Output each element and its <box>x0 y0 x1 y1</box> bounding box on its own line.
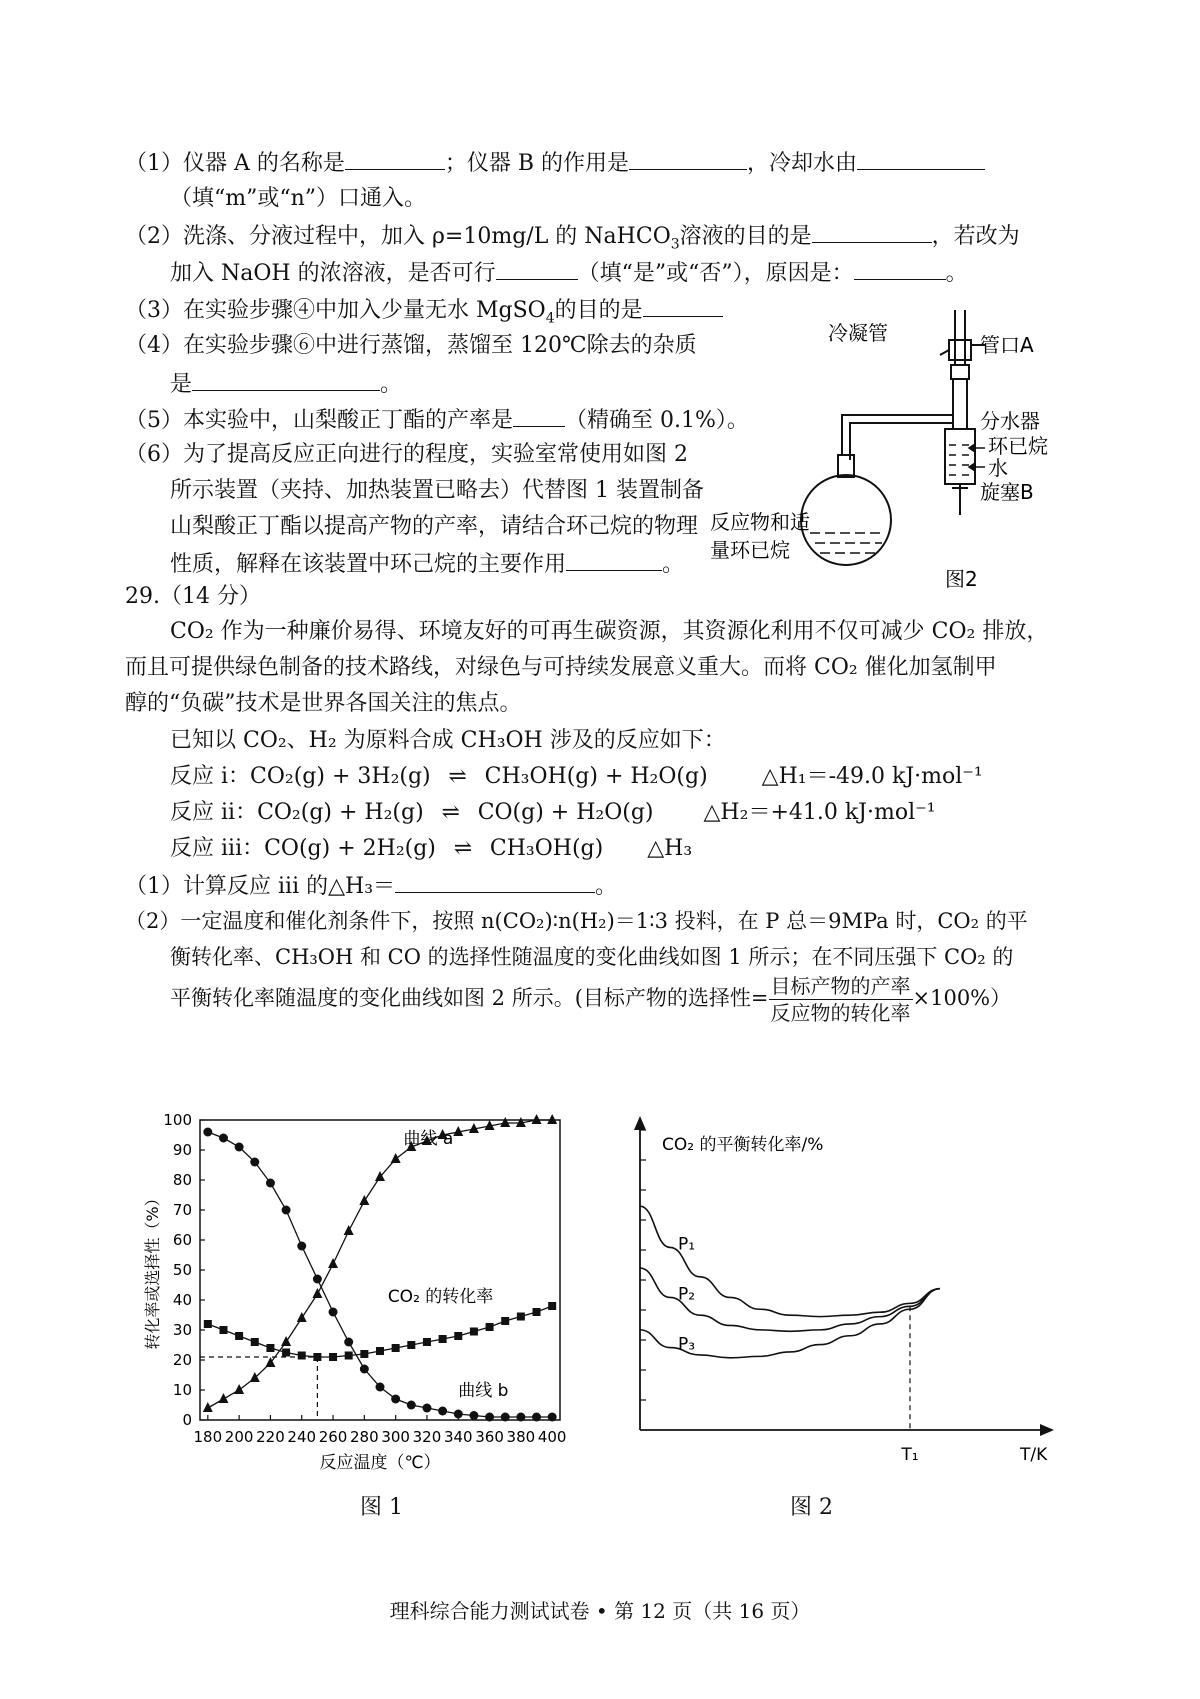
data-point-circle <box>469 1411 478 1420</box>
y-axis-label: 转化率或选择性（%） <box>143 1190 162 1350</box>
data-point-square <box>329 1353 337 1361</box>
answer-blank[interactable] <box>857 147 985 170</box>
page-footer: 理科综合能力测试试卷 • 第 12 页（共 16 页） <box>389 1599 811 1623</box>
q3-text-a: （3）在实验步骤④中加入少量无水 MgSO <box>125 298 546 323</box>
data-point-triangle <box>391 1153 401 1163</box>
data-point-circle <box>250 1158 259 1167</box>
q1-text-c: ，冷却水由 <box>747 151 858 176</box>
data-point-circle <box>376 1383 385 1392</box>
data-point-circle <box>266 1179 275 1188</box>
rxn2-dh: △H₂＝+41.0 kJ·mol⁻¹ <box>703 800 936 825</box>
chart-annotation: 曲线 b <box>458 1381 509 1401</box>
data-point-circle <box>329 1308 338 1317</box>
data-point-square <box>360 1350 368 1358</box>
rxn3-dh: △H₃ <box>647 836 693 861</box>
q4-line2 <box>170 368 402 400</box>
equilibrium-arrow-icon: ⇌ <box>448 764 467 789</box>
answer-blank[interactable] <box>566 548 662 571</box>
cyclohexane-label: 环已烷 <box>988 434 1048 458</box>
chart-figure-2 <box>620 1100 1090 1480</box>
data-point-triangle <box>312 1288 322 1298</box>
apparatus-fig-label: 图2 <box>945 567 978 591</box>
x-tick-label: 320 <box>412 1428 442 1446</box>
rxn3-left: 反应 iii：CO(g) + 2H₂(g) <box>170 836 436 861</box>
data-point-circle <box>532 1413 541 1422</box>
data-point-circle <box>501 1413 510 1422</box>
data-point-triangle <box>500 1117 510 1127</box>
q1-text-a: （1）仪器 A 的名称是 <box>125 151 345 176</box>
data-point-circle <box>407 1401 416 1410</box>
q2-text-f: 。 <box>945 261 968 286</box>
q1-text-b: ；仪器 B 的作用是 <box>444 151 630 176</box>
q29-known: 已知以 CO₂、H₂ 为原料合成 CH₃OH 涉及的反应如下： <box>170 728 726 753</box>
q2-text-d: 加入 NaOH 的浓溶液，是否可行 <box>170 261 496 286</box>
fraction-numerator: 目标产物的产率 <box>770 974 911 998</box>
q3-sub: 4 <box>545 310 555 327</box>
data-point-square <box>251 1338 259 1346</box>
rxn2-left: 反应 ii：CO₂(g) + H₂(g) <box>170 800 424 825</box>
data-point-square <box>313 1353 321 1361</box>
y-tick-label: 40 <box>172 1291 192 1309</box>
x-tick-label: 220 <box>256 1428 285 1446</box>
series-label: P₃ <box>678 1334 696 1355</box>
data-point-square <box>423 1338 431 1346</box>
x-axis-arrow-icon <box>1040 1424 1054 1436</box>
apparatus-diagram <box>710 295 1090 635</box>
q29-p2-line1: （2）一定温度和催化剂条件下，按照 n(CO₂)∶n(H₂)＝1∶3 投料，在 P 总＝9MPa 时，CO₂ 的平 <box>125 909 1028 933</box>
data-point-square <box>298 1352 306 1360</box>
y-tick-label: 70 <box>172 1201 192 1219</box>
series-label: P₂ <box>678 1284 696 1305</box>
q2-sub: 3 <box>670 236 680 253</box>
separator-label: 分水器 <box>980 409 1040 433</box>
answer-blank[interactable] <box>643 294 723 317</box>
chart-annotation: 曲线 a <box>403 1129 454 1149</box>
data-point-square <box>392 1344 400 1352</box>
y-axis-arrow-icon <box>634 1116 646 1130</box>
chart-figure-1 <box>140 1100 610 1480</box>
series-label: P₁ <box>678 1234 696 1255</box>
data-point-square <box>407 1341 415 1349</box>
x-tick-label: 260 <box>318 1428 348 1446</box>
q2-line2 <box>170 257 968 289</box>
data-point-circle <box>360 1365 369 1374</box>
x-tick-label: 360 <box>475 1428 504 1446</box>
q3-line <box>125 294 723 333</box>
q2-text-e: （填“是”或“否”），原因是： <box>577 261 854 286</box>
q2-text-a: （2）洗涤、分液过程中，加入 ρ=10mg/L 的 NaHCO <box>125 224 671 249</box>
x-tick-label: 380 <box>506 1428 536 1446</box>
data-point-circle <box>391 1395 400 1404</box>
answer-blank[interactable] <box>812 220 932 243</box>
data-point-triangle <box>328 1258 338 1268</box>
q29-header: 29.（14 分） <box>125 584 261 609</box>
rxn2-right: CO(g) + H₂O(g) <box>477 800 654 825</box>
reaction-1 <box>170 762 983 792</box>
data-point-circle <box>203 1128 212 1137</box>
data-point-square <box>517 1313 525 1321</box>
y-tick-label: 100 <box>163 1111 192 1129</box>
answer-blank[interactable] <box>345 147 445 170</box>
q29-intro-2: 而且可提供绿色制备的技术路线，对绿色与可持续发展意义重大。而将 CO₂ 催化加氢制甲 <box>125 655 997 680</box>
q1-line2: （填“m”或“n”）口通入。 <box>170 186 427 211</box>
x-axis-label: 反应温度（℃） <box>319 1453 441 1473</box>
data-point-circle <box>344 1338 353 1347</box>
answer-blank[interactable] <box>496 257 578 280</box>
x-tick-label: 340 <box>443 1428 473 1446</box>
x-tick-label: 280 <box>350 1428 379 1446</box>
data-point-square <box>486 1323 494 1331</box>
p1-text-a: （1）计算反应 iii 的△H₃＝ <box>125 874 396 899</box>
data-point-triangle <box>344 1225 354 1235</box>
port-a-label: 管口A <box>980 333 1034 357</box>
q29-p2-line3 <box>170 968 1011 1028</box>
q2-line1 <box>125 220 1020 259</box>
data-point-triangle <box>532 1114 542 1124</box>
q6-line3: 山梨酸正丁酯以提高产物的产率，请结合环己烷的物理 <box>170 514 699 539</box>
condenser-label: 冷凝管 <box>828 321 888 345</box>
x-tick-label: 240 <box>287 1428 317 1446</box>
reaction-2 <box>170 798 936 828</box>
reactants-label-2: 量环已烷 <box>710 538 790 562</box>
reactants-label-1: 反应物和适 <box>710 510 810 534</box>
data-point-square <box>235 1332 243 1340</box>
answer-blank[interactable] <box>629 147 747 170</box>
data-point-square <box>501 1317 509 1325</box>
rxn1-dh: △H₁＝-49.0 kJ·mol⁻¹ <box>761 764 983 789</box>
answer-blank[interactable] <box>854 257 946 280</box>
data-point-square <box>548 1302 556 1310</box>
q29-intro-3: 醇的“负碳”技术是世界各国关注的焦点。 <box>125 691 522 716</box>
q6-line2: 所示装置（夹持、加热装置已略去）代替图 1 装置制备 <box>170 478 704 503</box>
data-point-circle <box>454 1410 463 1419</box>
x-axis-label: T/K <box>1020 1445 1048 1465</box>
answer-blank[interactable] <box>513 404 565 427</box>
q4-line1: （4）在实验步骤⑥中进行蒸馏，蒸馏至 120℃除去的杂质 <box>125 333 697 358</box>
data-point-circle <box>297 1242 306 1251</box>
data-point-circle <box>485 1413 494 1422</box>
y-axis-label: CO₂ 的平衡转化率/% <box>662 1135 824 1155</box>
q6-line4 <box>170 548 684 580</box>
data-point-square <box>470 1328 478 1336</box>
q3-text-b: 的目的是 <box>554 298 643 323</box>
data-point-triangle <box>234 1384 244 1394</box>
q4-text-a: 是 <box>170 372 193 397</box>
data-point-circle <box>313 1275 322 1284</box>
q6-text-a: 性质，解释在该装置中环己烷的主要作用 <box>170 552 567 577</box>
rxn3-right: CH₃OH(g) <box>489 836 604 861</box>
q29-p1 <box>125 870 617 902</box>
y-tick-label: 20 <box>172 1351 192 1369</box>
data-point-square <box>345 1352 353 1360</box>
equilibrium-arrow-icon: ⇌ <box>453 836 473 861</box>
q29-intro-1: CO₂ 作为一种廉价易得、环境友好的可再生碳资源，其资源化利用不仅可减少 CO₂ 排放， <box>170 619 1049 644</box>
q5-text-b: （精确至 0.1%）。 <box>565 408 749 433</box>
data-point-circle <box>438 1407 447 1416</box>
y-tick-label: 50 <box>172 1261 192 1279</box>
data-point-square <box>376 1347 384 1355</box>
answer-blank[interactable] <box>192 368 380 391</box>
q29-p2-line2: 衡转化率、CH₃OH 和 CO 的选择性随温度的变化曲线如图 1 所示；在不同压强下 CO₂ 的 <box>170 945 1014 969</box>
valve-label: 旋塞B <box>980 480 1034 504</box>
data-point-circle <box>548 1413 557 1422</box>
p1-text-b: 。 <box>595 874 618 899</box>
data-point-triangle <box>547 1114 557 1124</box>
data-point-triangle <box>250 1372 260 1382</box>
p2-line3-end: ×100%） <box>912 986 1012 1010</box>
rxn1-right: CH₃OH(g) + H₂O(g) <box>484 764 708 789</box>
data-point-triangle <box>203 1402 213 1412</box>
equilibrium-arrow-icon: ⇌ <box>441 800 460 825</box>
data-point-square <box>219 1326 227 1334</box>
y-tick-label: 30 <box>172 1321 192 1339</box>
water-label: 水 <box>988 456 1008 480</box>
data-point-square <box>439 1335 447 1343</box>
q2-text-b: 溶液的目的是 <box>679 224 812 249</box>
q5-line <box>125 404 749 436</box>
p2-line3-text: 平衡转化率随温度的变化曲线如图 2 所示。(目标产物的选择性= <box>170 986 769 1010</box>
data-point-square <box>204 1320 212 1328</box>
data-point-circle <box>516 1413 525 1422</box>
x-tick-label: 200 <box>224 1428 254 1446</box>
data-point-circle <box>282 1206 291 1215</box>
data-point-square <box>266 1344 274 1352</box>
chart-annotation: CO₂ 的转化率 <box>387 1287 494 1307</box>
x-tick-label: 400 <box>537 1428 567 1446</box>
y-tick-label: 80 <box>172 1171 192 1189</box>
y-tick-label: 10 <box>172 1381 192 1399</box>
data-point-circle <box>219 1134 228 1143</box>
series-line-0 <box>208 1120 552 1408</box>
rxn1-left: 反应 i：CO₂(g) + 3H₂(g) <box>170 764 431 789</box>
figure-1-caption: 图 1 <box>360 1495 403 1520</box>
y-tick-label: 90 <box>172 1141 192 1159</box>
data-point-circle <box>235 1143 244 1152</box>
data-point-circle <box>422 1404 431 1413</box>
q1-line1 <box>125 147 985 179</box>
reaction-3 <box>170 834 692 864</box>
y-tick-label: 0 <box>182 1411 192 1429</box>
data-point-square <box>282 1349 290 1357</box>
q6-text-b: 。 <box>662 552 685 577</box>
q2-text-c: ，若改为 <box>931 224 1020 249</box>
selectivity-fraction <box>769 973 913 1026</box>
answer-blank[interactable] <box>395 870 595 893</box>
data-point-triangle <box>218 1393 228 1403</box>
q5-text-a: （5）本实验中，山梨酸正丁酯的产率是 <box>125 408 513 433</box>
x-tick-label: 180 <box>193 1428 223 1446</box>
figure-2-caption: 图 2 <box>790 1495 833 1520</box>
q6-line1: （6）为了提高反应正向进行的程度，实验室常使用如图 2 <box>125 442 688 467</box>
q4-text-b: 。 <box>380 372 403 397</box>
x-tick-label: T₁ <box>901 1445 919 1465</box>
y-tick-label: 60 <box>172 1231 192 1249</box>
data-point-square <box>454 1332 462 1340</box>
x-tick-label: 300 <box>381 1428 410 1446</box>
fraction-denominator: 反应物的转化率 <box>770 1001 911 1025</box>
data-point-square <box>533 1308 541 1316</box>
